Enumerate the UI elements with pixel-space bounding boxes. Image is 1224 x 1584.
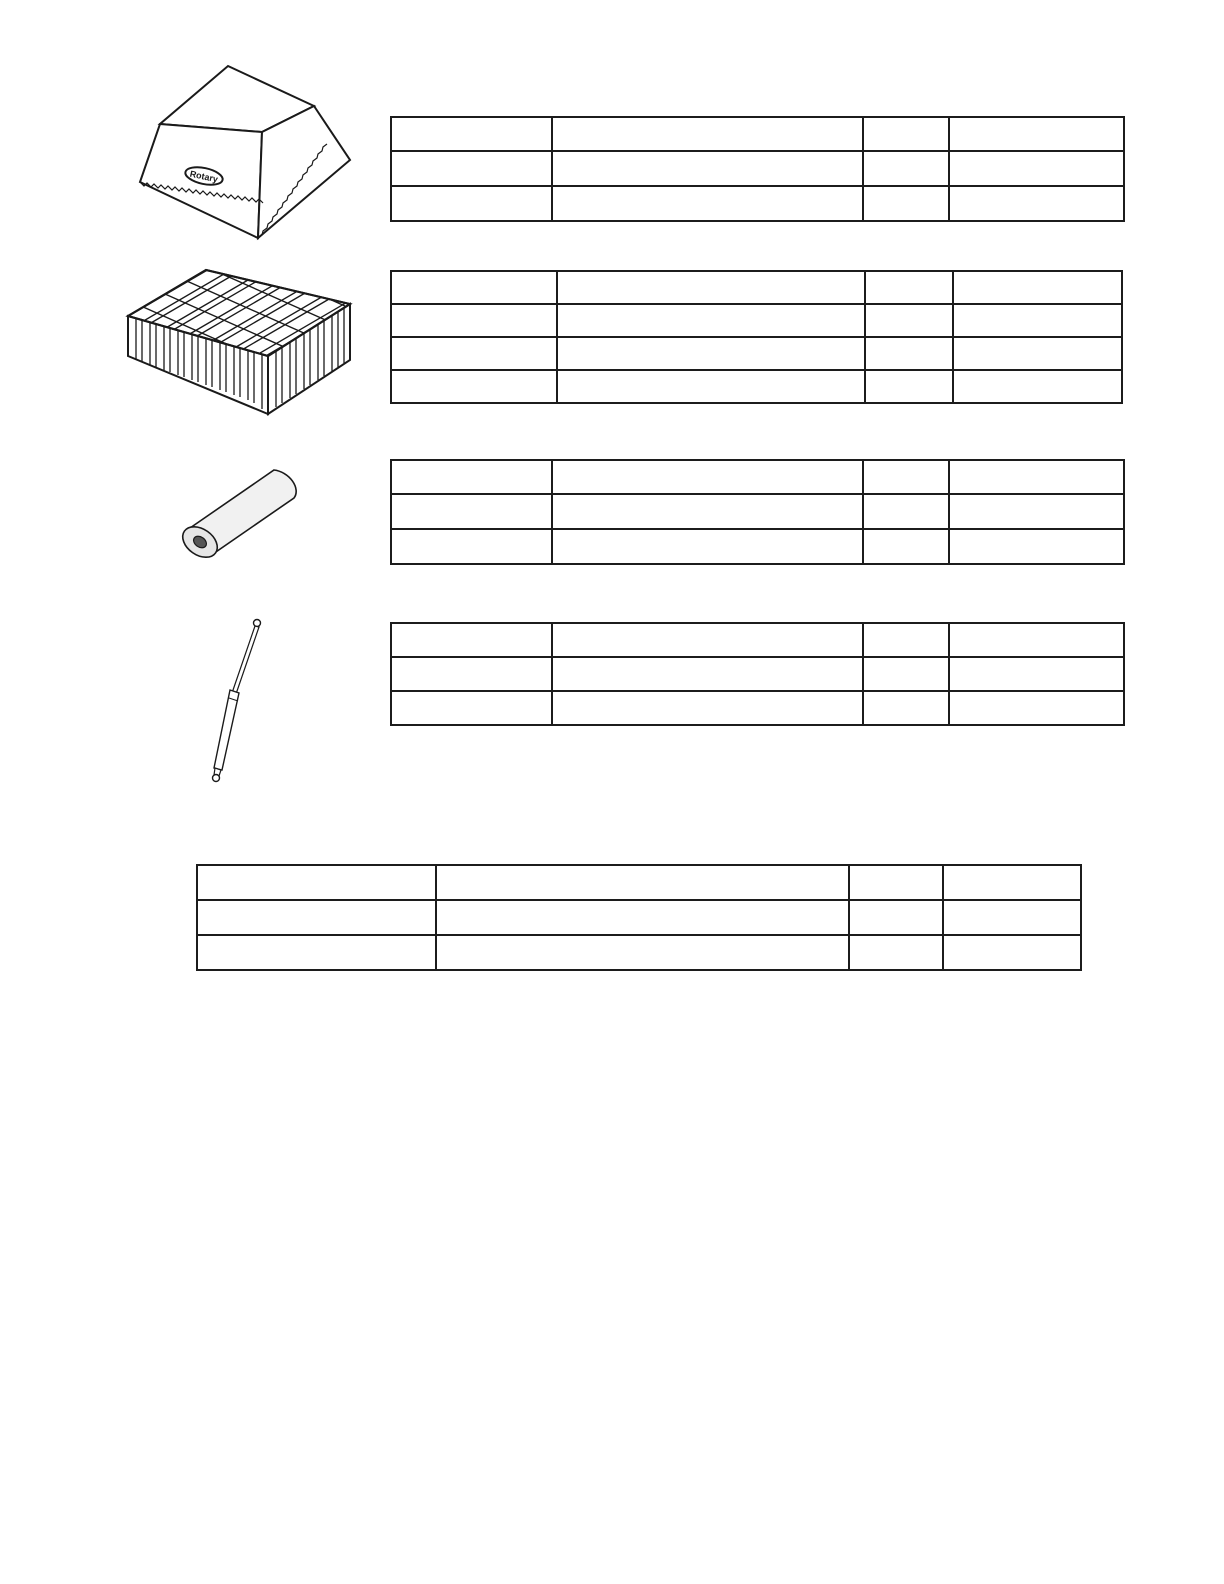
table-cell — [953, 337, 1122, 370]
table-cell — [557, 271, 865, 304]
table-cell — [391, 657, 552, 691]
table-cell — [865, 304, 953, 337]
table-cell — [391, 370, 557, 403]
table-cell — [849, 865, 943, 900]
table-cell — [391, 304, 557, 337]
table-cell — [863, 494, 949, 529]
stackable-pad-icon — [124, 264, 360, 420]
table-cell — [863, 151, 949, 186]
table-row — [391, 117, 1124, 151]
table-cell — [949, 117, 1124, 151]
table-row — [391, 529, 1124, 564]
table-row — [391, 337, 1122, 370]
table-cell — [391, 186, 552, 221]
table-cell — [849, 900, 943, 935]
table-cell — [949, 623, 1124, 657]
table-row — [391, 494, 1124, 529]
table-cell — [552, 657, 863, 691]
table-cell — [863, 657, 949, 691]
table-cell — [552, 494, 863, 529]
parts-table-2 — [390, 270, 1123, 404]
table-cell — [552, 460, 863, 494]
table-cell — [391, 623, 552, 657]
table-cell — [557, 337, 865, 370]
table-cell — [557, 370, 865, 403]
table-cell — [436, 865, 849, 900]
rubber-block-illustration — [132, 60, 362, 245]
table-cell — [943, 935, 1081, 970]
table-cell — [197, 865, 436, 900]
table-cell — [865, 271, 953, 304]
table-cell — [436, 900, 849, 935]
table-cell — [436, 935, 849, 970]
table-cell — [863, 186, 949, 221]
parts-table-4 — [390, 622, 1125, 726]
table-cell — [391, 691, 552, 725]
parts-table-3 — [390, 459, 1125, 565]
table-cell — [953, 271, 1122, 304]
table-cell — [953, 370, 1122, 403]
table-cell — [557, 304, 865, 337]
table-row — [197, 900, 1081, 935]
table-cell — [391, 151, 552, 186]
table-cell — [949, 529, 1124, 564]
table-row — [197, 935, 1081, 970]
parts-table-5 — [196, 864, 1082, 971]
table-cell — [391, 529, 552, 564]
table-cell — [949, 494, 1124, 529]
table-cell — [849, 935, 943, 970]
table-cell — [863, 691, 949, 725]
table-cell — [863, 460, 949, 494]
table-cell — [552, 117, 863, 151]
table-cell — [949, 691, 1124, 725]
table-cell — [949, 151, 1124, 186]
cylinder-pad-illustration — [178, 456, 308, 572]
table-row — [391, 657, 1124, 691]
table-row — [391, 691, 1124, 725]
stackable-pad-illustration — [124, 264, 360, 420]
table-cell — [552, 691, 863, 725]
table-cell — [552, 186, 863, 221]
table-cell — [953, 304, 1122, 337]
table-cell — [197, 900, 436, 935]
table-cell — [865, 370, 953, 403]
table-cell — [863, 117, 949, 151]
table-cell — [391, 117, 552, 151]
rubber-block-icon — [132, 60, 362, 245]
table-cell — [949, 186, 1124, 221]
table-cell — [865, 337, 953, 370]
parts-table-1 — [390, 116, 1125, 222]
cylinder-pad-icon — [178, 456, 308, 572]
table-cell — [943, 900, 1081, 935]
table-cell — [391, 460, 552, 494]
table-row — [391, 186, 1124, 221]
table-cell — [949, 657, 1124, 691]
table-cell — [552, 623, 863, 657]
table-cell — [949, 460, 1124, 494]
gas-spring-illustration — [200, 614, 272, 786]
table-cell — [943, 865, 1081, 900]
table-cell — [391, 337, 557, 370]
table-cell — [863, 529, 949, 564]
table-row — [197, 865, 1081, 900]
table-cell — [863, 623, 949, 657]
gas-spring-icon — [200, 614, 272, 786]
table-cell — [391, 494, 552, 529]
table-cell — [197, 935, 436, 970]
table-cell — [552, 151, 863, 186]
table-row — [391, 151, 1124, 186]
table-row — [391, 304, 1122, 337]
table-row — [391, 370, 1122, 403]
table-row — [391, 623, 1124, 657]
table-cell — [391, 271, 557, 304]
table-row — [391, 460, 1124, 494]
rubber-block-logo: Rotary — [188, 168, 219, 185]
table-cell — [552, 529, 863, 564]
table-row — [391, 271, 1122, 304]
